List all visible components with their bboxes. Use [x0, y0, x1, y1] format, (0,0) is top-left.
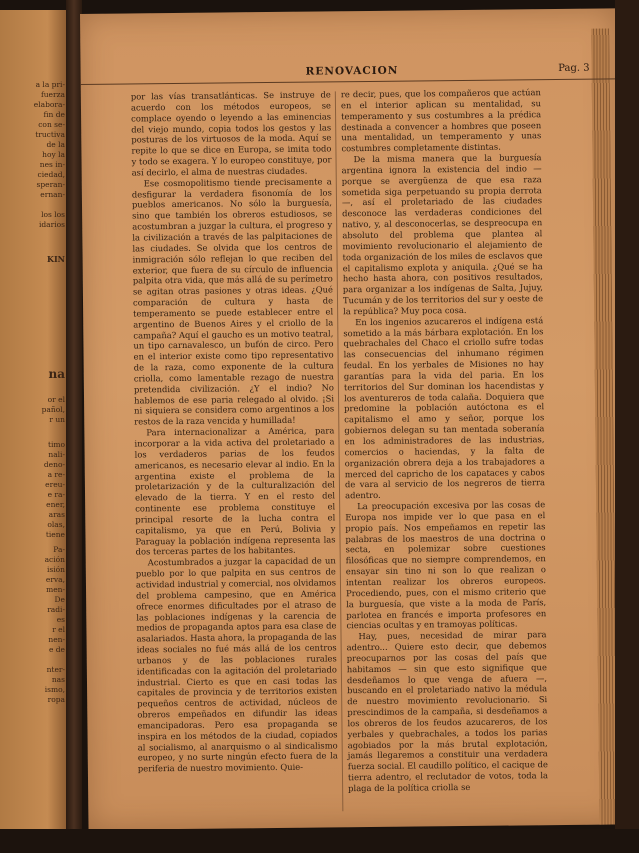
facing-page-text: deno- [43, 460, 65, 469]
facing-page-text: nes in- [39, 160, 65, 169]
facing-page-text: a la pri- [35, 80, 65, 89]
facing-page-text: speran- [36, 180, 65, 189]
paragraph: por las vías transatlánticas. Se instruye de acuerdo con los métodos europeos, se complace oyendo o leyendo a las eminencias del viejo mundo, copia todos los gestos y las posturas de los virtuosos de la moda. Aquí se repite lo que se dice en Europa, se imita todo y todo se exagera. Y lo europeo constituye, por así decirlo, el alma de nuestras ciudades. [130, 89, 332, 178]
facing-page-text: fin de [43, 110, 65, 119]
facing-page-text: erva, [45, 575, 65, 584]
facing-page-text: radi- [47, 605, 65, 614]
facing-page-text: nali- [48, 450, 65, 459]
background-floor [0, 829, 639, 853]
facing-page-text: nas [51, 675, 65, 684]
facing-page-text: or el [47, 395, 65, 404]
paragraph: Acostumbrados a juzgar la capacidad de un pueblo por lo que palpita en sus centros de actividad industrial y comercial, nos olvidamos del problema campesino, que en América ofrece enormes dificultades por el atraso de las poblaciones indígenas y la carencia de medios de propaganda aptos para esa clase de asalariados. Hasta ahora, la propaganda de las ideas sociales no fué más allá de los centros urbanos y de las poblaciones rurales identificadas con la agitación del proletariado industrial. Cierto es que en casi todas las capitales de provincia y de territorios existen pequeños centros de actividad, núcleos de obreros empeñados en difundir las ideas emancipadoras. Pero esa propaganda se inspira en los métodos de la ciudad, copiados al socialismo, al anarquismo o al sindicalismo europeo, y no surte ningún efecto fuera de la periferia de nuestro movimiento. Quie- [135, 555, 338, 774]
running-header [81, 58, 616, 85]
paragraph: Para internacionalizar a América, para incorporar a la vida activa del proletariado a los verdaderos parias de los feudos americanos, es necesario elevar al indio. En la argentina existe el problema de la proletarización y de la culturalización del elevado de la tierra. Y en el resto del continente ese problema constituye el principal resorte de la lucha contra el capitalismo, ya que en Perú, Bolivia y Paraguay la población indígena representa las dos terceras partes de los habitantes. [134, 425, 336, 557]
facing-page-text: es [56, 615, 65, 624]
paragraph: Hay, pues, necesidad de mirar para adentro... Quiere esto decir, que debemos preocuparnos por las cosas del país que habitamos — sin que esto signifique que desdeñamos lo que venga de afuera —, buscando en el proletariado nativo la médula de nuestro movimiento revolucionario. Si prescindimos de la campaña, si desdeñamos a los obreros de los feudos azucareros, de los yerbales y quebrachales, a todos los parias agobiados por la más brutal explotación, jamás llegaremos a constituir una verdadera fuerza social. El caudillo político, el cacique de tierra adentro, el reclutador de votos, toda la plaga de la política criolla se [346, 629, 549, 794]
facing-page-text: ropa [47, 695, 65, 704]
facing-page-fragment [0, 10, 68, 830]
paragraph: En los ingenios azucareros el indígena está sometido a la más bárbara explotación. En los quebrachales del Chaco el criollo sufre todas las consecuencias del inhumano régimen feudal. En los yerbales de Misiones no hay garantías para la vida del paria. En los territorios del Sur dominan los hacendistas y los aventureros de toda calaña. Doquiera que predomine la población autóctona es el capitalismo el amo y señor, porque los gobiernos delegan su tan mentada soberanía en los administradores de las industrias, comercios o haciendas, y la falta de organización obrera deja a los trabajadores a merced del capricho de los capataces y cabos de vara al servicio de los negreros de tierra adentro. [343, 314, 545, 501]
facing-page-text: idarios [38, 220, 65, 229]
facing-page-text: pañol, [41, 405, 65, 414]
page-number: Pag. 3 [558, 62, 590, 74]
facing-page-text: aras [48, 510, 65, 519]
paragraph: La preocupación excesiva por las cosas de Europa nos impide ver lo que pasa en el propio país. Nos empeñamos en repetir las palabras de los maestros de una doctrina o secta, en polemizar sobre cuestiones filosóficas que no siempre comprendemos, en ensayar sin tino ni son lo que realizan o intentan realizar los obreros europeos. Procediendo, pues, con el mismo criterio que la burguesía, que viste a la moda de París, parlotea en francés e importa profesores en ciencias ocultas y en tramoyas políticas. [345, 499, 547, 631]
facing-page-text: los los [41, 210, 65, 219]
paragraph: re decir, pues, que los compañeros que actúan en el interior aplican su mentalidad, su temperamento y sus costumbres a la prédica destinada a convencer a hombres que poseen una mentalidad, un temperamento y unas costumbres completamente distintas. [340, 87, 542, 154]
facing-page-text: timo [47, 440, 65, 449]
facing-page-text: tiene [45, 530, 65, 539]
facing-page-text: fuerza [40, 90, 65, 99]
facing-page-text: r un [49, 415, 65, 424]
facing-page-text: ernan- [40, 190, 65, 199]
facing-page-text: ismo, [44, 685, 65, 694]
journal-title: RENOVACION [305, 64, 399, 78]
background-margin [615, 0, 639, 853]
page-edges [591, 28, 617, 828]
facing-page-text: olas, [47, 520, 65, 529]
facing-page-text: hoy la [42, 150, 65, 159]
facing-page-text: de la [46, 140, 65, 149]
facing-page-text: nen- [48, 635, 65, 644]
paragraph: De la misma manera que la burguesía argentina ignora la existencia del indio — porque se avergüenza de que esa raza sometida siga perpetuando su propia derrota —, así el proletariado de las ciudades desconoce las verdaderas condiciones del nativo, y, al desconocerlas, se despreocupa en absoluto del problema que plantea al movimiento revolucionario el alejamiento de toda organización de los miles de esclavos que el capitalismo explota y aniquila. ¿Qué se ha hecho hasta ahora, con positivos resultados, para organizar a los indígenas de Salta, Jujuy, Tucumán y de los territorios del sur y oeste de la república? Muy poca cosa. [341, 152, 544, 317]
facing-page-text: a re- [47, 470, 65, 479]
facing-page-text: con se- [38, 120, 65, 129]
facing-page-text: men- [46, 585, 65, 594]
facing-page-text: na [48, 367, 65, 381]
facing-page-text: tructiva [35, 130, 65, 139]
facing-page-text: e de [48, 645, 65, 654]
paragraph: Ese cosmopolitismo tiende precisamente a desfigurar la verdadera fisonomía de los pueblos americanos. No sólo la burguesía, sino que también los obreros estudiosos, se acostumbran a juzgar la cultura, el progreso y la civilización a través de las palpitaciones de las ciudades. Se olvida que los centros de inmigración sólo reflejan lo que reciben del exterior, que fuera de su círculo de influencia palpita otra vida, que más allá de su perímetro se agitan otras pasiones y otras ideas. ¿Qué comparación de cultura y hasta de temperamento se puede establecer entre el argentino de Buenos Aires y el criollo de la campaña? Aquí el gaucho es un motivo teatral, un tipo carnavalesco, un bufón de circo. Pero en el interior existe como tipo representativo de la raza, como exponente de la cultura criolla, como lamentable rezago de nuestra pretendida civilización. ¿Y el indio? No hablemos de ese paria relegado al olvido. ¡Si ni siquiera se considera como argentinos a los restos de la raza vencida y humillada! [131, 176, 335, 427]
facing-page-text: nter- [46, 665, 65, 674]
facing-page-text: isión [47, 565, 65, 574]
facing-page-text: r el [52, 625, 65, 634]
facing-page-text: ciedad, [37, 170, 65, 179]
text-column-left [131, 89, 338, 774]
facing-page-text: ener, [46, 500, 65, 509]
facing-page-text: ereu- [45, 480, 65, 489]
facing-page-text: ación [44, 555, 65, 564]
text-column-right [341, 87, 548, 794]
facing-page-text: elabora- [33, 100, 65, 109]
book-gutter [66, 0, 82, 853]
facing-page-text: KIN [46, 254, 65, 264]
document-page [80, 8, 624, 830]
facing-page-text: Pa- [53, 545, 65, 554]
facing-page-text: e ra- [47, 490, 65, 499]
facing-page-text: De [54, 595, 65, 604]
